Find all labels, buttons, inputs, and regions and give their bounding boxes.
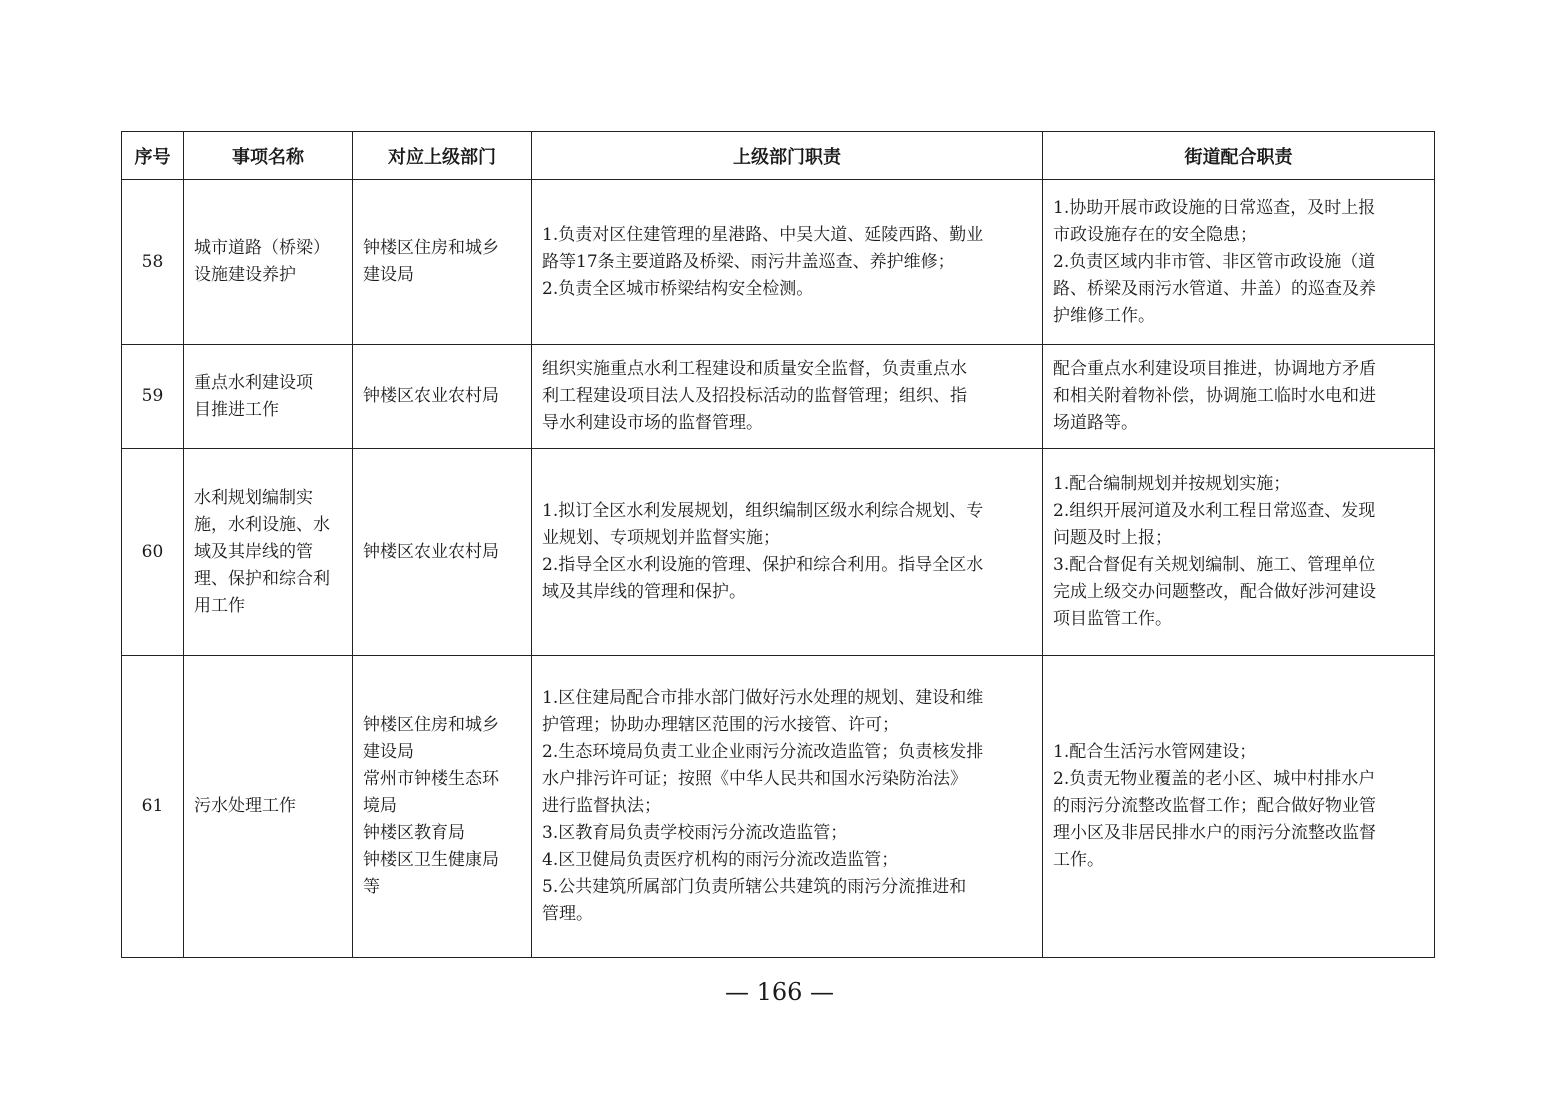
text-line: 2.组织开展河道及水利工程日常巡查、发现	[1053, 501, 1376, 521]
text-line: 工作。	[1053, 850, 1104, 870]
cell-street-duty	[1043, 449, 1435, 656]
page-number: — 166 —	[724, 978, 835, 1006]
text-line: 2.负责区域内非市管、非区管市政设施（道	[1053, 251, 1376, 272]
text-line: 2.负责无物业覆盖的老小区、城中村排水户	[1053, 769, 1376, 789]
text-line: 的雨污分流整改监督工作；配合做好物业管	[1053, 796, 1376, 816]
cell-dept-duty	[532, 180, 1043, 345]
text-line: 污水处理工作	[194, 796, 296, 816]
cell-dept	[353, 656, 532, 958]
text-line: 2.负责全区城市桥梁结构安全检测。	[542, 278, 814, 299]
text-line: 4.区卫健局负责医疗机构的雨污分流改造监管；	[542, 850, 899, 870]
text-line: 等	[363, 877, 380, 897]
table-row	[122, 656, 1435, 958]
text-line: 业规划、专项规划并监督实施；	[542, 528, 780, 548]
table-row	[122, 345, 1435, 449]
text-line: 钟楼区农业农村局	[363, 541, 499, 562]
text-line: 境局	[363, 796, 397, 816]
text-line: 5.公共建筑所属部门负责所辖公共建筑的雨污分流推进和	[542, 877, 967, 897]
text-line: 路等17条主要道路及桥梁、雨污井盖巡查、养护维修；	[542, 251, 955, 272]
text-line: 场道路等。	[1053, 413, 1138, 433]
text-line: 目推进工作	[194, 399, 279, 420]
header-name: 事项名称	[184, 132, 353, 180]
text-line: 进行监督执法；	[542, 796, 661, 816]
text-line: 1.配合编制规划并按规划实施；	[1053, 474, 1291, 494]
text-line: 组织实施重点水利工程建设和质量安全监督，负责重点水	[542, 359, 967, 379]
cell-street-duty	[1043, 345, 1435, 449]
text-line: 完成上级交办问题整改，配合做好涉河建设	[1053, 582, 1376, 602]
text-line: 护维修工作。	[1053, 305, 1155, 326]
duty-table	[121, 131, 1435, 958]
header-duty: 上级部门职责	[532, 132, 1043, 180]
text-line: 1.负责对区住建管理的星港路、中吴大道、延陵西路、勤业	[542, 224, 984, 245]
cell-dept-duty	[532, 345, 1043, 449]
cell-no: 60	[122, 449, 184, 656]
text-line: 导水利建设市场的监督管理。	[542, 413, 763, 433]
text-line: 理、保护和综合利	[194, 568, 330, 589]
text-line: 路、桥梁及雨污水管道、井盖）的巡查及养	[1053, 278, 1376, 299]
text-line: 钟楼区教育局	[363, 823, 465, 843]
header-coop: 街道配合职责	[1043, 132, 1435, 180]
text-line: 水户排污许可证；按照《中华人民共和国水污染防治法》	[542, 769, 967, 789]
cell-item-name	[184, 180, 353, 345]
text-line: 域及其岸线的管	[194, 541, 313, 562]
text-line: 配合重点水利建设项目推进，协调地方矛盾	[1053, 359, 1376, 379]
text-line: 设施建设养护	[194, 265, 296, 285]
text-line: 问题及时上报；	[1053, 528, 1172, 548]
text-line: 1.协助开展市政设施的日常巡查，及时上报	[1053, 197, 1376, 218]
text-line: 建设局	[363, 742, 414, 762]
cell-dept	[353, 449, 532, 656]
text-line: 2.指导全区水利设施的管理、保护和综合利用。指导全区水	[542, 555, 984, 575]
cell-item-name	[184, 449, 353, 656]
text-line: 水利规划编制实	[194, 487, 313, 508]
table-row	[122, 449, 1435, 656]
cell-item-name	[184, 656, 353, 958]
text-line: 城市道路（桥梁）	[194, 238, 330, 258]
cell-dept	[353, 180, 532, 345]
cell-dept-duty	[532, 449, 1043, 656]
text-line: 3.区教育局负责学校雨污分流改造监管；	[542, 823, 848, 843]
text-line: 钟楼区住房和城乡	[363, 715, 499, 735]
header-no: 序号	[122, 132, 184, 180]
text-line: 2.生态环境局负责工业企业雨污分流改造监管；负责核发排	[542, 742, 984, 762]
text-line: 利工程建设项目法人及招投标活动的监督管理；组织、指	[542, 386, 967, 406]
cell-street-duty	[1043, 656, 1435, 958]
cell-no: 59	[122, 345, 184, 449]
text-line: 钟楼区住房和城乡	[363, 238, 499, 258]
table-row	[122, 180, 1435, 345]
text-line: 常州市钟楼生态环	[363, 769, 499, 789]
text-line: 用工作	[194, 595, 245, 616]
text-line: 域及其岸线的管理和保护。	[542, 582, 746, 602]
text-line: 重点水利建设项	[194, 372, 313, 393]
cell-no: 61	[122, 656, 184, 958]
cell-street-duty	[1043, 180, 1435, 345]
text-line: 施，水利设施、水	[194, 514, 330, 535]
text-line: 管理。	[542, 904, 593, 924]
text-line: 钟楼区卫生健康局	[363, 850, 499, 870]
text-line: 和相关附着物补偿，协调施工临时水电和进	[1053, 386, 1376, 406]
text-line: 3.配合督促有关规划编制、施工、管理单位	[1053, 555, 1376, 575]
cell-no: 58	[122, 180, 184, 345]
text-line: 建设局	[363, 265, 414, 285]
text-line: 理小区及非居民排水户的雨污分流整改监督	[1053, 823, 1376, 843]
text-line: 市政设施存在的安全隐患；	[1053, 224, 1257, 245]
text-line: 护管理；协助办理辖区范围的污水接管、许可；	[542, 715, 899, 735]
cell-dept	[353, 345, 532, 449]
text-line: 1.拟订全区水利发展规划，组织编制区级水利综合规划、专	[542, 501, 984, 521]
text-line: 1.配合生活污水管网建设；	[1053, 742, 1257, 762]
text-line: 项目监管工作。	[1053, 609, 1172, 629]
cell-item-name	[184, 345, 353, 449]
text-line: 1.区住建局配合市排水部门做好污水处理的规划、建设和维	[542, 688, 984, 708]
cell-dept-duty	[532, 656, 1043, 958]
header-row	[122, 132, 1435, 180]
text-line: 钟楼区农业农村局	[363, 386, 499, 406]
header-dept: 对应上级部门	[353, 132, 532, 180]
